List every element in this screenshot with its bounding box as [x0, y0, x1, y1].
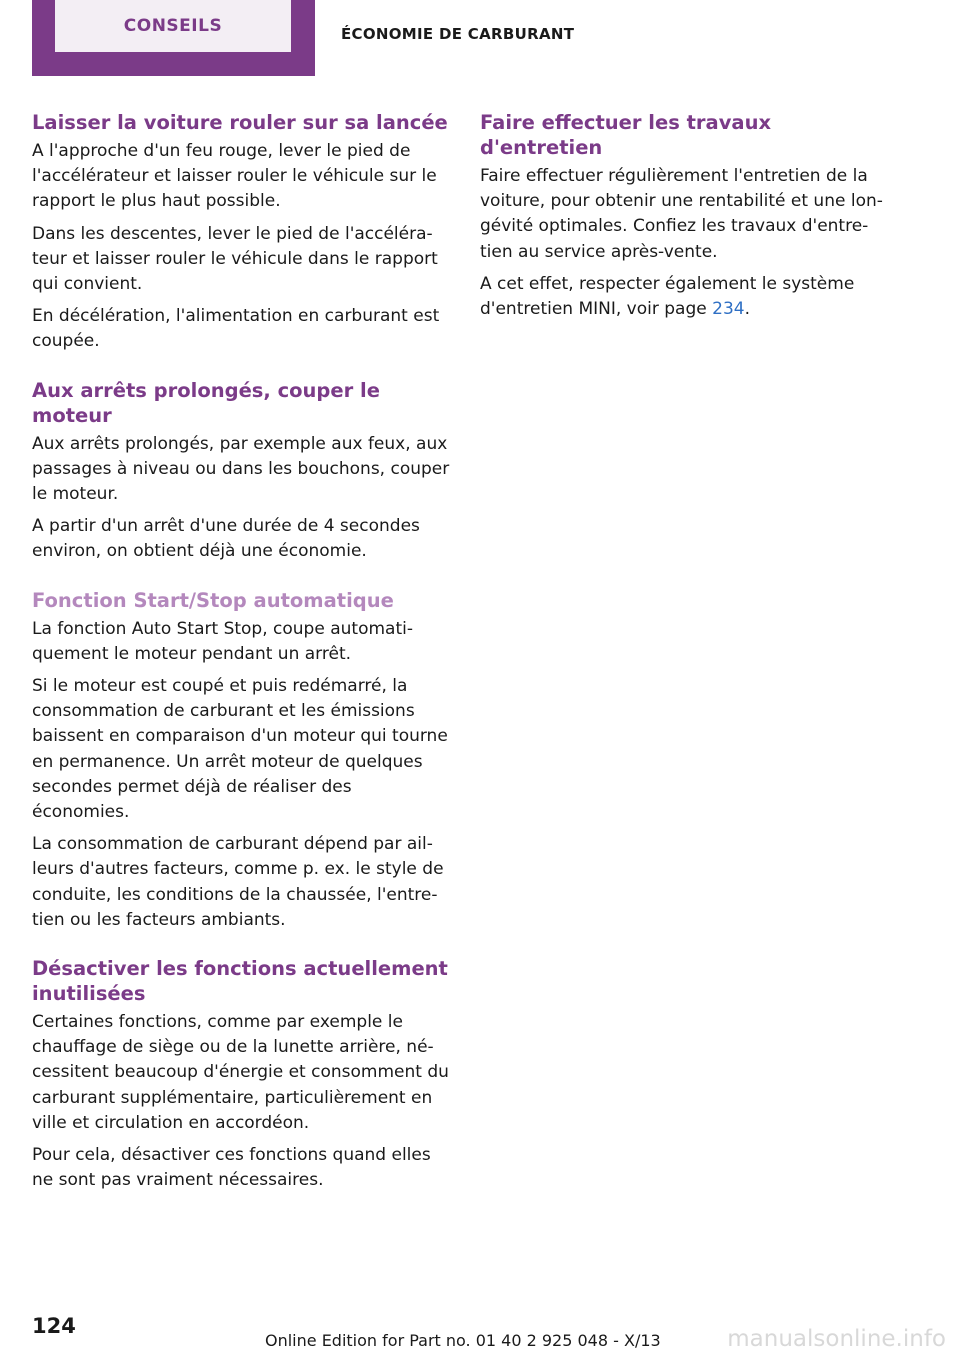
paragraph: Si le moteur est coupé et puis redémarré, la consommation de carburant et les émissions baissent en comparaison d'un moteur qui tourne en permanence. Un arrêt moteur de quelques secondes permet déjà de réaliser des économies.	[32, 676, 448, 823]
paragraph: Certaines fonctions, comme par exemple le chauffage de siège ou de la lunette arrière, né‐ cessitent beaucoup d'énergie et consomment du carburant supplémentaire, particulièrement en ville et circulation en accordéon.	[32, 1012, 449, 1133]
section-heading: Laisser la voiture rouler sur sa lancée	[32, 111, 448, 134]
section-heading: Désactiver les fonctions actuellement inutilisées	[32, 957, 448, 1006]
left-column	[32, 110, 450, 1201]
section-maintenance	[480, 110, 898, 322]
paragraph: La consommation de carburant dépend par ail‐ leurs d'autres facteurs, comme p. ex. le style de conduite, les conditions de la chaussée, l'entre‐ tien ou les facteurs ambiants.	[32, 834, 444, 930]
section-heading: Aux arrêts prolongés, couper le moteur	[32, 378, 380, 427]
section-title: ÉCONOMIE DE CARBURANT	[341, 25, 575, 43]
paragraph: En décélération, l'alimentation en carburant est coupée.	[32, 306, 440, 352]
section-coasting	[32, 110, 450, 355]
paragraph: La fonction Auto Start Stop, coupe automati‐ quement le moteur pendant un arrêt.	[32, 618, 413, 664]
tab-conseils[interactable]	[55, 0, 291, 52]
tab-label: CONSEILS	[123, 16, 223, 36]
paragraph-text-end: .	[744, 299, 750, 320]
paragraph: Aux arrêts prolongés, par exemple aux feux, aux passages à niveau ou dans les bouchons, couper le moteur.	[32, 433, 450, 505]
section-heading: Faire effectuer les travaux d'entretien	[480, 111, 772, 159]
paragraph: Dans les descentes, lever le pied de l'accéléra‐ teur et laisser rouler le véhicule dans le rapport qui convient.	[32, 223, 438, 295]
paragraph: Pour cela, désactiver ces fonctions quand elles ne sont pas vraiment nécessaires.	[32, 1145, 431, 1191]
paragraph-text: A cet effet, respecter également le système d'entretien MINI, voir page	[480, 273, 855, 320]
right-column	[480, 110, 898, 329]
paragraph	[480, 272, 898, 322]
section-start-stop	[32, 588, 450, 933]
header-tab	[32, 0, 315, 76]
section-heading: Fonction Start/Stop automatique	[32, 588, 394, 612]
watermark: manualsonline.info	[727, 1326, 946, 1352]
section-disable-functions	[32, 956, 450, 1193]
page-link[interactable]: 234	[712, 299, 745, 320]
section-long-stops	[32, 378, 450, 565]
paragraph: A partir d'un arrêt d'une durée de 4 secondes environ, on obtient déjà une économie.	[32, 516, 420, 562]
paragraph: A l'approche d'un feu rouge, lever le pied de l'accélérateur et laisser rouler le véhicule sur le rapport le plus haut possible.	[32, 141, 437, 212]
paragraph: Faire effectuer régulièrement l'entretien de la voiture, pour obtenir une rentabilité et une lon‐ gévité optimales. Confiez les travaux d'entre‐ tien au service après-vente.	[480, 166, 883, 262]
edition-info: Online Edition for Part no. 01 40 2 925 048 - X/13	[265, 1331, 661, 1350]
page-number: 124	[32, 1314, 76, 1338]
